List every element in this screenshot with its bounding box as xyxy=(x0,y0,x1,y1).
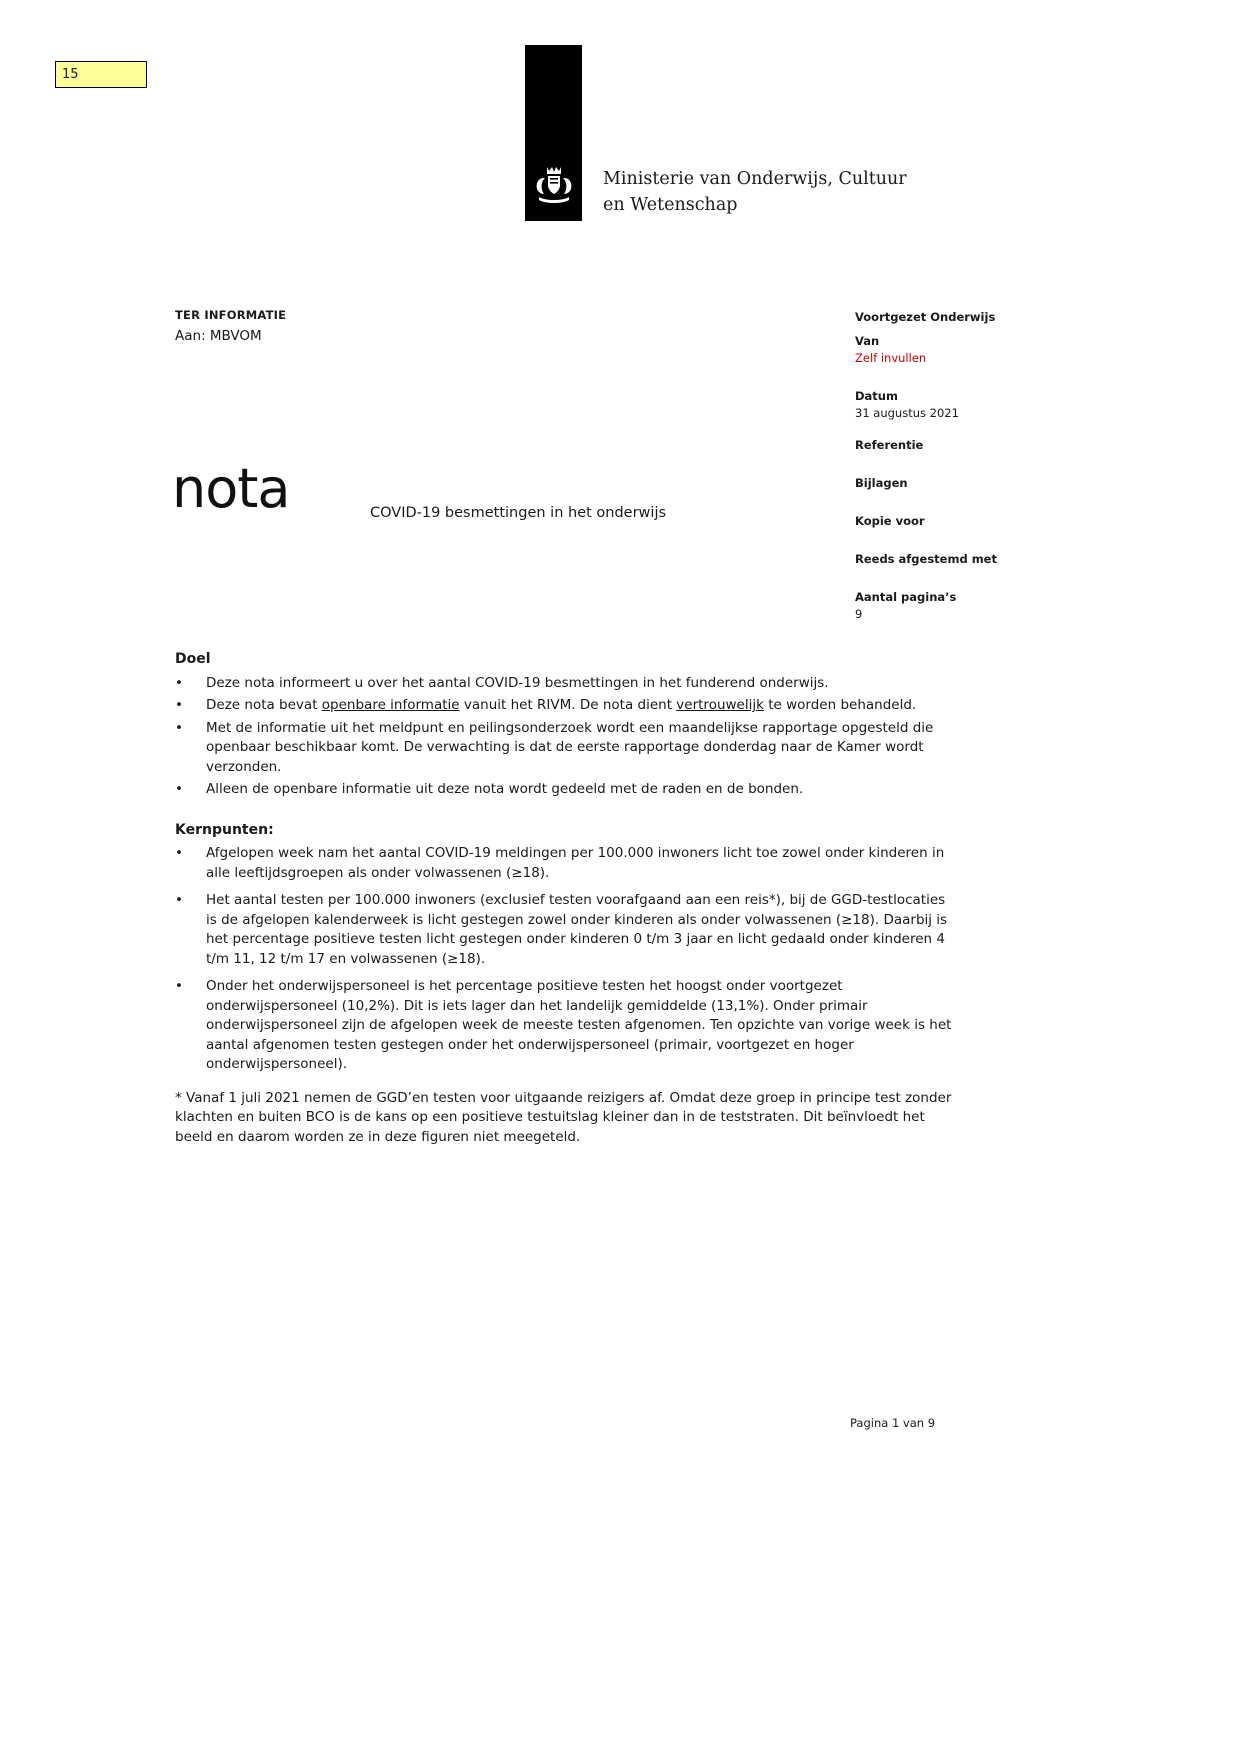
ter-informatie-label: TER INFORMATIE xyxy=(175,308,287,322)
doel-bullet-4-text: Alleen de openbare informatie uit deze nota wordt gedeeld met de raden en de bonden. xyxy=(206,781,804,797)
kernpunten-bullet-1 xyxy=(175,844,953,883)
doel-bullet-2-mid: vanuit het RIVM. De nota dient xyxy=(459,697,677,713)
rijksoverheid-logo xyxy=(525,45,582,221)
address-block xyxy=(175,308,286,344)
bullet-marker: • xyxy=(175,845,183,861)
document-subject: COVID-19 besmettingen in het onderwijs xyxy=(370,505,667,521)
doel-bullet-3-text: Met de informatie uit het meldpunt en peilingsonderzoek wordt een maandelijkse rapportage opgesteld die openbaar beschikbaar komt. De verwachting is dat de eerste rapportage donderdag naar de Kamer wordt verzonden. xyxy=(206,719,934,775)
footnote-text: * Vanaf 1 juli 2021 nemen de GGD’en testen voor uitgaande reizigers af. Omdat deze groep in principe test zonder klachten en buiten BCO is de kans op een positieve testuitslag kleiner dan in de teststraten. Dit beïnvloedt het beeld en daarom worden ze in deze figuren niet meegeteld. xyxy=(175,1089,952,1145)
doel-bullet-1 xyxy=(175,674,953,694)
addressee: Aan: MBVOM xyxy=(175,328,262,344)
corner-number-text: 15 xyxy=(62,67,79,82)
meta-datum-value: 31 augustus 2021 xyxy=(855,406,959,420)
meta-paginas-group xyxy=(855,590,1075,622)
meta-datum-group xyxy=(855,389,1075,421)
kernpunten-bullet-2 xyxy=(175,891,953,969)
doel-bullet-3 xyxy=(175,719,953,778)
kernpunten-bullet-3-text: Onder het onderwijspersoneel is het percentage positieve testen het hoogst onder voortgezet onderwijspersoneel (10,2%). Dit is iets lager dan het landelijk gemiddelde (13,1%). Onder primair onderwijspersoneel zijn de afgelopen week de meeste testen afgenomen. Ten opzichte van vorige week is het aantal afgenomen testen gestegen onder het onderwijspersoneel (primair, voortgezet en hoger onderwijspersoneel). xyxy=(206,978,952,1072)
meta-department: Voortgezet Onderwijs xyxy=(855,310,996,324)
page-corner-number xyxy=(55,61,147,88)
ministry-crest-icon xyxy=(532,161,576,213)
meta-bijlagen-label: Bijlagen xyxy=(855,476,908,490)
doel-bullet-2-underline-1: openbare informatie xyxy=(321,697,460,713)
bullet-marker: • xyxy=(175,697,183,713)
meta-datum-label: Datum xyxy=(855,389,898,403)
kernpunten-bullet-2-text: Het aantal testen per 100.000 inwoners (exclusief testen voorafgaand aan een reis*), bij de GGD-testlocaties is de afgelopen kalenderweek is licht gestegen zowel onder kinderen als onder volwassenen (≥18). Daarbij is het percentage positieve testen licht gestegen onder kinderen 0 t/m 3 jaar en licht gedaald onder kinderen 4 t/m 11, 12 t/m 17 en volwassenen (≥18). xyxy=(206,892,948,967)
doel-heading: Doel xyxy=(175,651,211,667)
bullet-marker: • xyxy=(175,781,183,797)
page-number-footer: Pagina 1 van 9 xyxy=(850,1416,936,1430)
kernpunten-heading: Kernpunten: xyxy=(175,821,274,838)
bullet-marker: • xyxy=(175,674,183,691)
meta-paginas-value: 9 xyxy=(855,607,863,621)
meta-afgestemd-label: Reeds afgestemd met xyxy=(855,552,997,566)
bullet-marker: • xyxy=(175,978,183,994)
document-meta-column xyxy=(855,310,1075,622)
doel-bullet-2 xyxy=(175,696,953,716)
bullet-marker: • xyxy=(175,892,183,908)
meta-van-group xyxy=(855,334,1075,366)
ministry-name: Ministerie van Onderwijs, Cultuur en Wetenschap xyxy=(603,169,907,215)
kernpunten-bullet-3 xyxy=(175,977,953,1075)
nota-wordmark: nota xyxy=(172,457,290,520)
doel-bullet-1-text: Deze nota informeert u over het aantal COVID-19 besmettingen in het funderend onderwijs. xyxy=(206,674,829,691)
meta-van-label: Van xyxy=(855,334,880,348)
meta-paginas-label: Aantal pagina’s xyxy=(855,590,957,604)
doel-bullet-2-pre: Deze nota bevat xyxy=(206,697,322,713)
meta-referentie-label: Referentie xyxy=(855,438,924,452)
doel-bullet-2-text xyxy=(206,696,953,716)
meta-van-value: Zelf invullen xyxy=(855,351,927,365)
document-body xyxy=(175,650,953,1147)
doel-bullet-2-post: te worden behandeld. xyxy=(763,697,917,713)
doel-bullet-4 xyxy=(175,780,953,800)
doel-bullet-2-underline-2: vertrouwelijk xyxy=(676,697,764,713)
kernpunten-section xyxy=(175,821,953,1075)
kernpunten-bullet-1-text: Afgelopen week nam het aantal COVID-19 meldingen per 100.000 inwoners licht toe zowel onder kinderen in alle leeftijdsgroepen als onder volwassenen (≥18). xyxy=(206,845,945,881)
bullet-marker: • xyxy=(175,719,183,736)
meta-kopie-label: Kopie voor xyxy=(855,514,925,528)
